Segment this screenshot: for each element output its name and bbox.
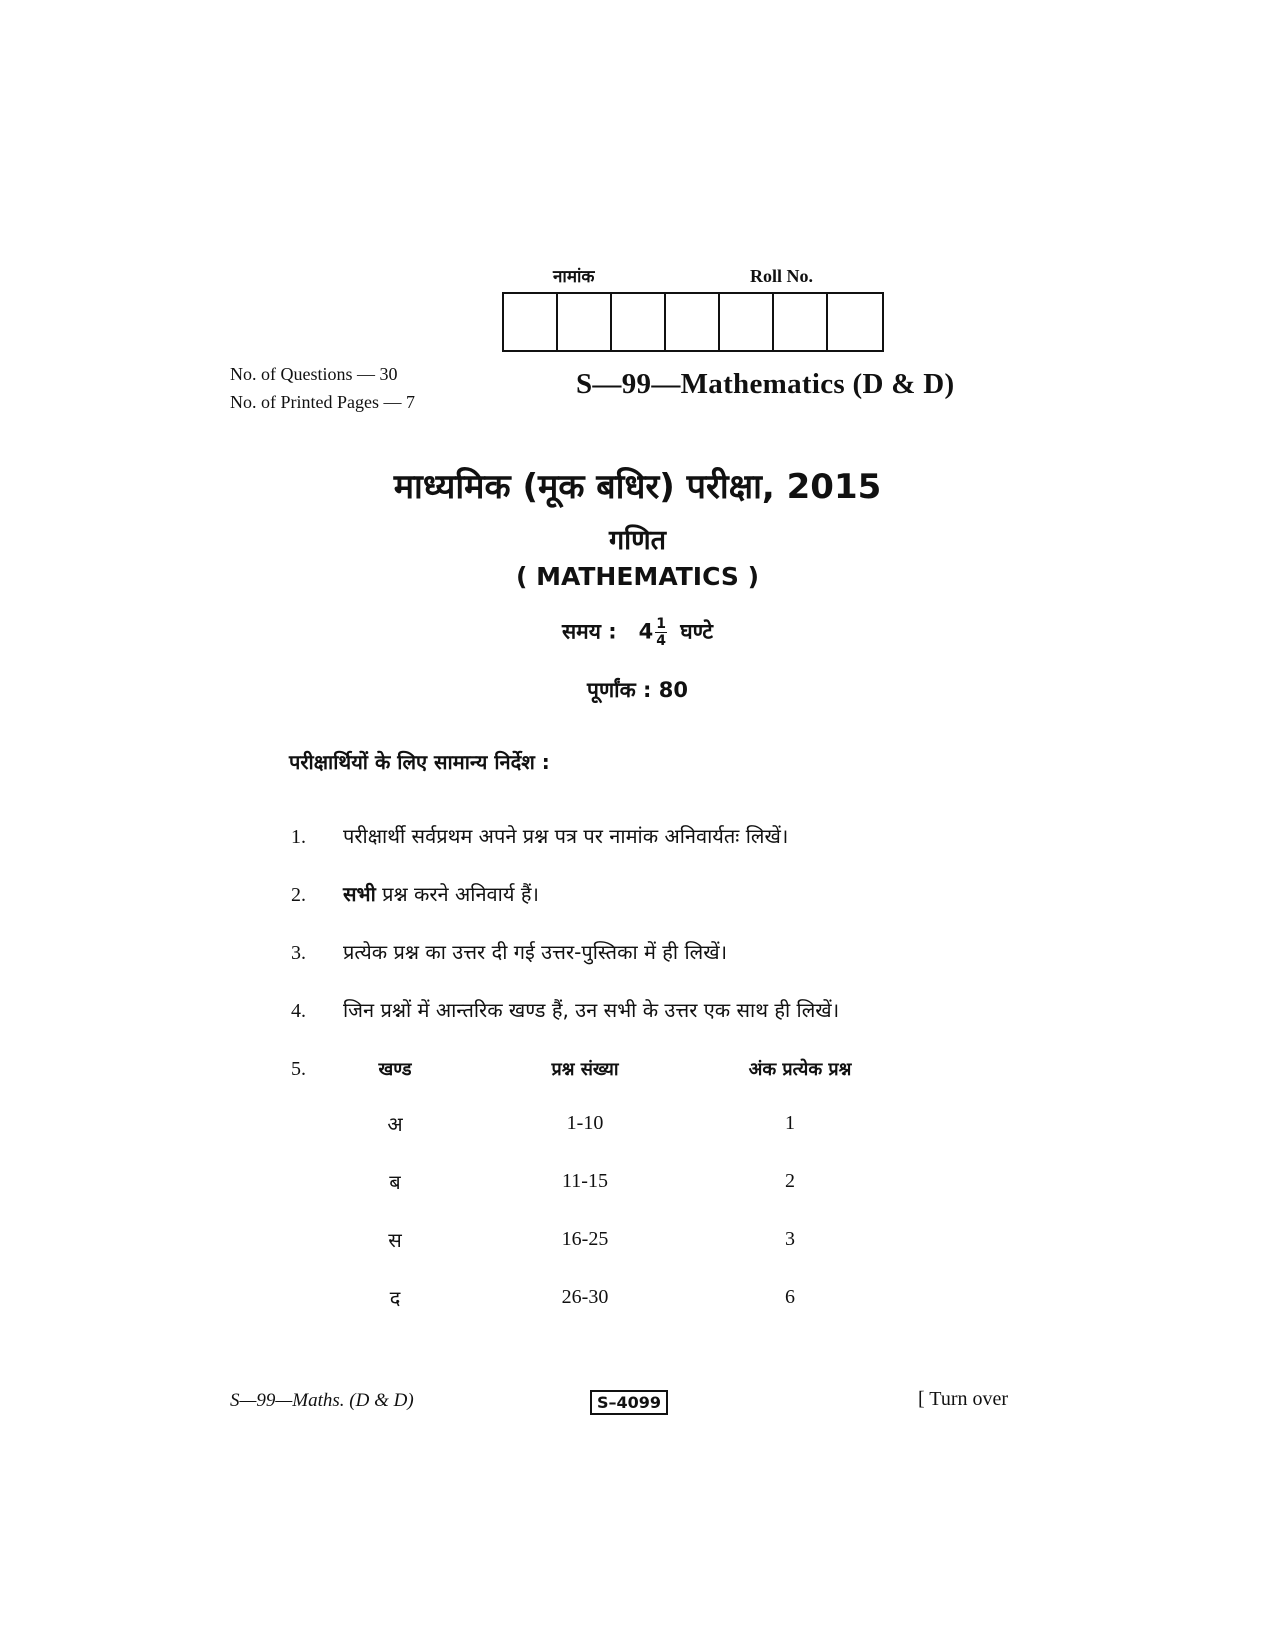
subject-hindi: गणित xyxy=(608,525,667,556)
table-cell-section: द xyxy=(389,1286,401,1310)
roll-label-hindi: नामांक xyxy=(553,267,595,287)
paper-title: S—99—Mathematics (D & D) xyxy=(576,368,955,400)
roll-label-english: Roll No. xyxy=(750,266,813,286)
footer-paper-code: S—99—Maths. (D & D) xyxy=(230,1390,414,1411)
instruction-item xyxy=(291,996,839,1023)
roll-digit-box[interactable] xyxy=(828,294,882,350)
footer-turn-over: [ Turn over xyxy=(918,1388,1009,1410)
table-cell-marks: 2 xyxy=(785,1170,795,1192)
table-cell-marks: 1 xyxy=(785,1112,795,1134)
instruction-number: 4. xyxy=(291,1000,306,1022)
roll-digit-box[interactable] xyxy=(558,294,612,350)
table-cell-section: अ xyxy=(387,1112,403,1136)
roll-digit-box[interactable] xyxy=(612,294,666,350)
instruction-text: प्रत्येक प्रश्न का उत्तर दी गई उत्तर-पुस्तिका में ही लिखें। xyxy=(343,940,728,964)
table-cell-marks: 6 xyxy=(785,1286,795,1308)
table-cell-questions: 26-30 xyxy=(561,1286,609,1308)
table-cell-questions: 11-15 xyxy=(562,1170,608,1192)
instruction-bold-word: सभी xyxy=(343,882,376,906)
time-label: समय : xyxy=(561,619,617,644)
time-fraction-numerator: 1 xyxy=(656,616,666,632)
table-cell-marks: 3 xyxy=(785,1228,795,1250)
table-cell-questions: 1-10 xyxy=(566,1112,604,1134)
instruction-number: 3. xyxy=(291,942,306,964)
instruction-item xyxy=(291,822,788,849)
instruction-text: परीक्षार्थी सर्वप्रथम अपने प्रश्न पत्र पर नामांक अनिवार्यतः लिखें। xyxy=(343,824,789,848)
table-cell-section: स xyxy=(388,1228,402,1252)
roll-number-boxes xyxy=(502,292,884,352)
time-fraction-denominator: 4 xyxy=(656,633,666,649)
instruction-number: 2. xyxy=(291,884,306,906)
table-header-questions: प्रश्न संख्या xyxy=(551,1059,619,1080)
instruction-text: प्रश्न करने अनिवार्य हैं। xyxy=(375,882,540,906)
roll-digit-box[interactable] xyxy=(666,294,720,350)
instruction-number: 5. xyxy=(291,1058,306,1080)
max-marks: पूर्णांक : 80 xyxy=(587,678,688,702)
instruction-item xyxy=(291,938,727,965)
roll-digit-box[interactable] xyxy=(504,294,558,350)
instruction-item xyxy=(291,880,539,907)
instruction-text: जिन प्रश्नों में आन्तरिक खण्ड हैं, उन सभी के उत्तर एक साथ ही लिखें। xyxy=(343,998,840,1022)
roll-digit-box[interactable] xyxy=(720,294,774,350)
instruction-item xyxy=(291,1056,343,1081)
instructions-heading: परीक्षार्थियों के लिए सामान्य निर्देश : xyxy=(289,750,550,774)
printed-pages-count: No. of Printed Pages — 7 xyxy=(230,392,415,412)
exam-title: माध्यमिक (मूक बधिर) परीक्षा, 2015 xyxy=(393,467,882,507)
time-whole: 4 xyxy=(638,619,654,644)
roll-digit-box[interactable] xyxy=(774,294,828,350)
footer-series-code: S–4099 xyxy=(590,1390,668,1415)
instruction-number: 1. xyxy=(291,826,306,848)
table-cell-questions: 16-25 xyxy=(561,1228,609,1250)
table-header-section: खण्ड xyxy=(378,1059,412,1080)
time-fraction xyxy=(655,616,667,649)
table-header-marks: अंक प्रत्येक प्रश्न xyxy=(748,1059,852,1080)
time-allowed xyxy=(0,616,1275,649)
subject-english: ( MATHEMATICS ) xyxy=(515,562,760,591)
time-unit: घण्टे xyxy=(680,619,714,644)
questions-count: No. of Questions — 30 xyxy=(230,364,398,384)
table-cell-section: ब xyxy=(389,1170,401,1194)
